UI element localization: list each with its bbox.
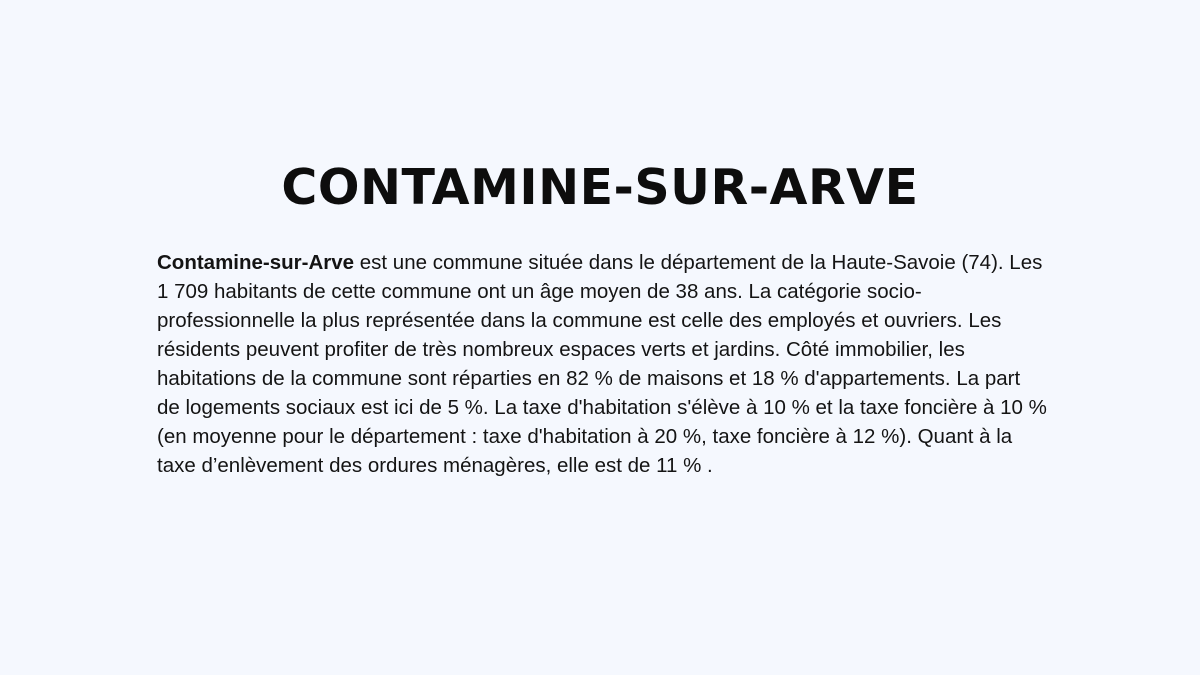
commune-description bbox=[157, 248, 1047, 480]
description-text: est une commune située dans le département de la Haute-Savoie (74). Les 1 709 habitants de cette commune ont un âge moyen de 38 ans. La catégorie socio-professionnelle la plus représentée dans la commune est celle des employés et ouvriers. Les résidents peuvent profiter de très nombreux espaces verts et jardins. Côté immobilier, les habitations de la commune sont réparties en 82 % de maisons et 18 % d'appartements. La part de logements sociaux est ici de 5 %. La taxe d'habitation s'élève à 10 % et la taxe foncière à 10 % (en moyenne pour le département : taxe d'habitation à 20 %, taxe foncière à 12 %). Quant à la taxe d’enlèvement des ordures ménagères, elle est de 11 % . bbox=[157, 251, 1047, 477]
commune-name: Contamine-sur-Arve bbox=[157, 251, 355, 274]
page-title: CONTAMINE-SUR-ARVE bbox=[281, 159, 919, 216]
